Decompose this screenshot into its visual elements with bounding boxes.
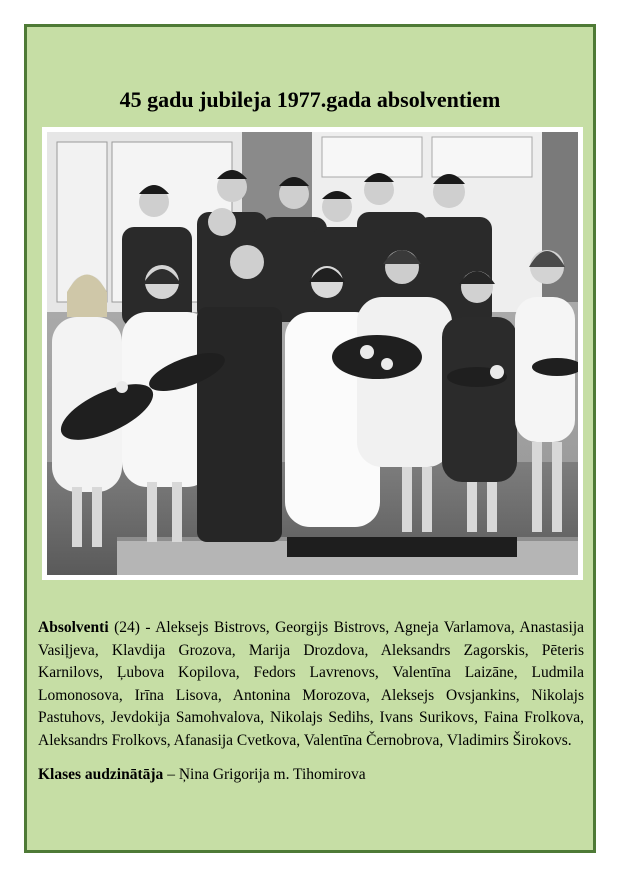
graduates-separator: - [139, 619, 156, 636]
page-title: 45 gadu jubileja 1977.gada absolventiem [119, 87, 501, 112]
teacher-label: Klases audzinātāja [38, 766, 164, 783]
caption-text [38, 617, 584, 787]
group-photo-icon [47, 132, 578, 575]
graduates-label: Absolventi [38, 619, 109, 636]
teacher-separator: – [163, 766, 179, 783]
teacher-name: Ņina Grigorija m. Tihomirova [178, 766, 366, 783]
class-group-photo [47, 132, 578, 575]
graduates-paragraph [38, 617, 584, 752]
photo-frame [42, 127, 583, 580]
teacher-paragraph [38, 764, 584, 787]
graduates-names: Aleksejs Bistrovs, Georgijs Bistrovs, Agneja Varlamova, Anastasija Vasiļjeva, Klavdija Grozova, Marija Drozdova, Aleksandrs Zagorskis, Pēteris Karnilovs, Ļubova Kopilova, Fedors Lavrenovs, Valentīna Laizāne, Ludmila Lomonosova, Irīna Lisova, Antonina Morozova, Aleksejs Ovsjankins, Nikolajs Pastuhovs, Jevdokija Samohvalova, Nikolajs Sedihs, Ivans Surikovs, Faina Frolkova, Aleksandrs Frolkovs, Afanasija Cvetkova, Valentīna Černobrova, Vladimirs Širokovs. [38, 619, 584, 749]
page-panel [24, 24, 596, 853]
graduates-count: (24) [114, 619, 140, 636]
